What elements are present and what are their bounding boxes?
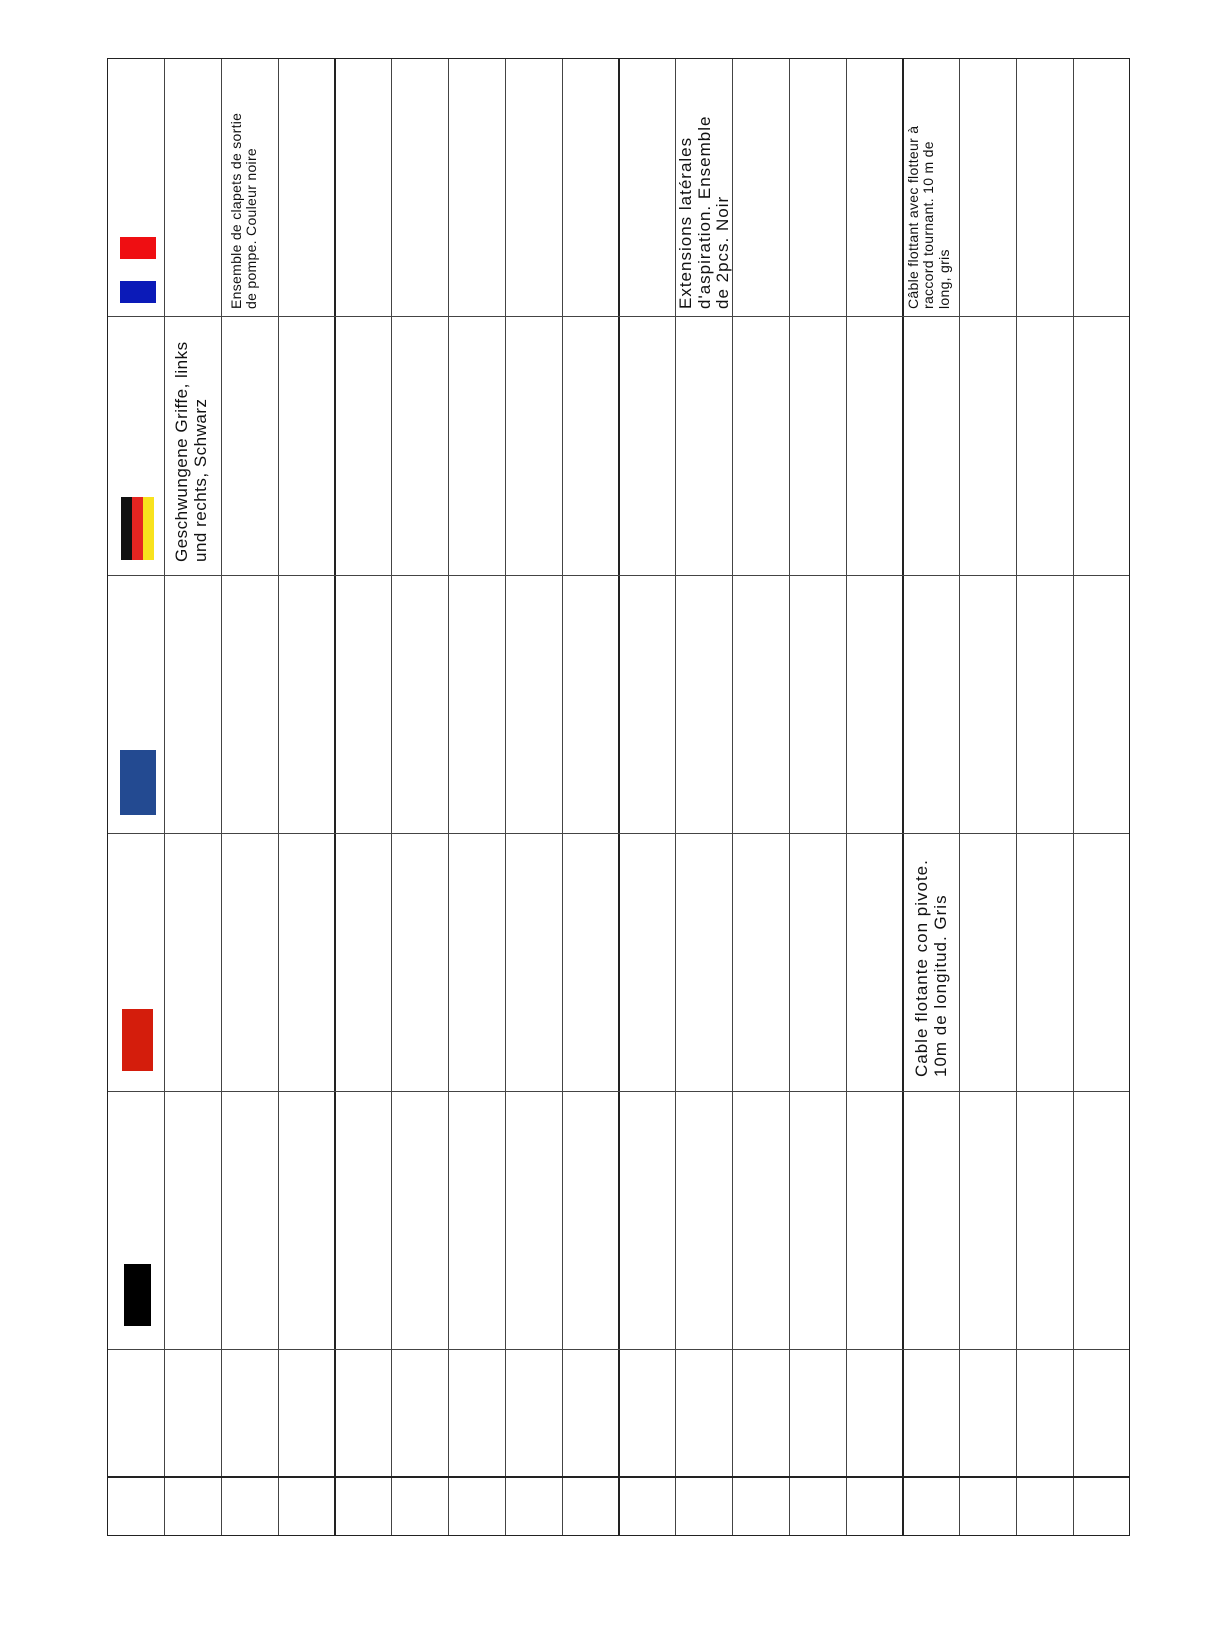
row-divider [334,59,336,1535]
blue-flag-icon [120,750,156,815]
row-divider [618,59,620,1535]
row-divider [391,59,392,1535]
spanish-text-row15: Cable flotante con pivote. 10m de longitud. Gris [912,859,950,1077]
french-text-row15: Câble flottant avec flotteur à raccord tournant. 10 m de long, gris [905,125,952,309]
row-divider [1073,59,1074,1535]
column-divider [108,1091,1129,1092]
french-text-row11: Extensions latérales d'aspiration. Ensemble de 2pcs. Noir [676,115,733,309]
red-flag-icon [122,1009,153,1071]
row-divider [164,59,165,1535]
row-divider [221,59,222,1535]
german-text-row1: Geschwungene Griffe, links und rechts, Schwarz [172,341,210,562]
row-divider [278,59,279,1535]
german-flag-icon [121,497,154,560]
row-divider [505,59,506,1535]
black-flag-icon [124,1264,151,1326]
column-divider [108,316,1129,317]
french-text-row2: Ensemble de clapets de sortie de pompe. Couleur noire [228,112,260,309]
column-divider [108,1476,1129,1478]
translation-table [107,58,1130,1536]
column-divider [108,833,1129,834]
row-divider [902,59,904,1535]
french-flag-icon [120,237,156,303]
row-divider [789,59,790,1535]
row-divider [846,59,847,1535]
row-divider [1016,59,1017,1535]
row-divider [562,59,563,1535]
column-divider [108,575,1129,576]
row-divider [448,59,449,1535]
row-divider [959,59,960,1535]
column-divider [108,1349,1129,1350]
